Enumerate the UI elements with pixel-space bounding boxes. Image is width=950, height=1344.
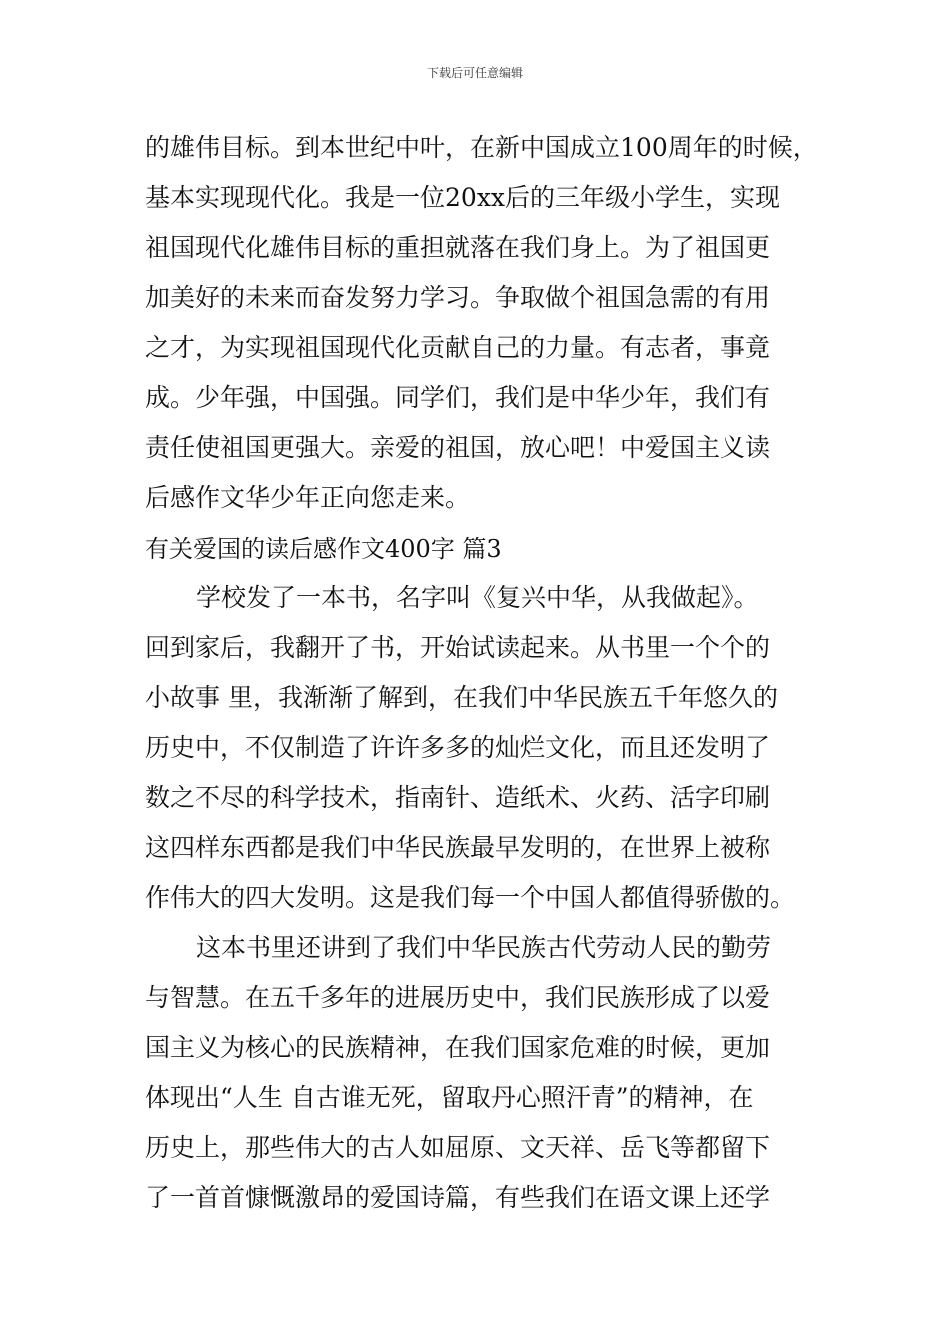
page-header: 下载后可任意编辑 — [426, 66, 523, 80]
text-line: 数之不尽的科学技术，指南针、造纸术、火药、活字印刷 — [145, 783, 771, 812]
text-line: 了一首首慷慨激昂的爱国诗篇，有些我们在语文课上还学 — [145, 1183, 771, 1212]
section-title: 有关爱国的读后感作文400字 篇3 — [145, 535, 502, 563]
text-line: 后感作文华少年正向您走来。 — [145, 483, 471, 512]
text-line: 历史中，不仅制造了许许多多的灿烂文化，而且还发明了 — [145, 733, 771, 762]
paragraph-first-line: 学校发了一本书，名字叫《复兴中华，从我做起》。 — [196, 583, 759, 612]
text-line: 成。少年强，中国强。同学们，我们是中华少年，我们有 — [145, 383, 771, 412]
text-line: 责任使祖国更强大。亲爱的祖国，放心吧！中爱国主义读 — [145, 433, 771, 462]
text-line: 历史上，那些伟大的古人如屈原、文天祥、岳飞等都留下 — [145, 1133, 771, 1162]
text-line: 这四样东西都是我们中华民族最早发明的，在世界上被称 — [145, 833, 771, 862]
text-line: 体现出“人生 自古谁无死，留取丹心照汗青”的精神，在 — [145, 1083, 754, 1112]
text-line: 基本实现现代化。我是一位20xx后的三年级小学生，实现 — [145, 183, 781, 212]
text-line: 加美好的未来而奋发努力学习。争取做个祖国急需的有用 — [145, 283, 771, 312]
text-line: 小故事 里，我渐渐了解到，在我们中华民族五千年悠久的 — [145, 683, 778, 712]
paragraph-first-line: 这本书里还讲到了我们中华民族古代劳动人民的勤劳 — [196, 933, 772, 962]
text-line: 国主义为核心的民族精神，在我们国家危难的时候，更加 — [145, 1033, 771, 1062]
text-line: 作伟大的四大发明。这是我们每一个中国人都值得骄傲的。 — [145, 883, 796, 912]
text-line: 回到家后，我翻开了书，开始试读起来。从书里一个个的 — [145, 633, 771, 662]
text-line: 与智慧。在五千多年的进展历史中，我们民族形成了以爱 — [145, 983, 771, 1012]
text-line: 之才，为实现祖国现代化贡献自己的力量。有志者，事竟 — [145, 333, 771, 362]
text-line: 的雄伟目标。到本世纪中叶，在新中国成立100周年的时候， — [145, 133, 818, 162]
text-line: 祖国现代化雄伟目标的重担就落在我们身上。为了祖国更 — [145, 233, 771, 262]
